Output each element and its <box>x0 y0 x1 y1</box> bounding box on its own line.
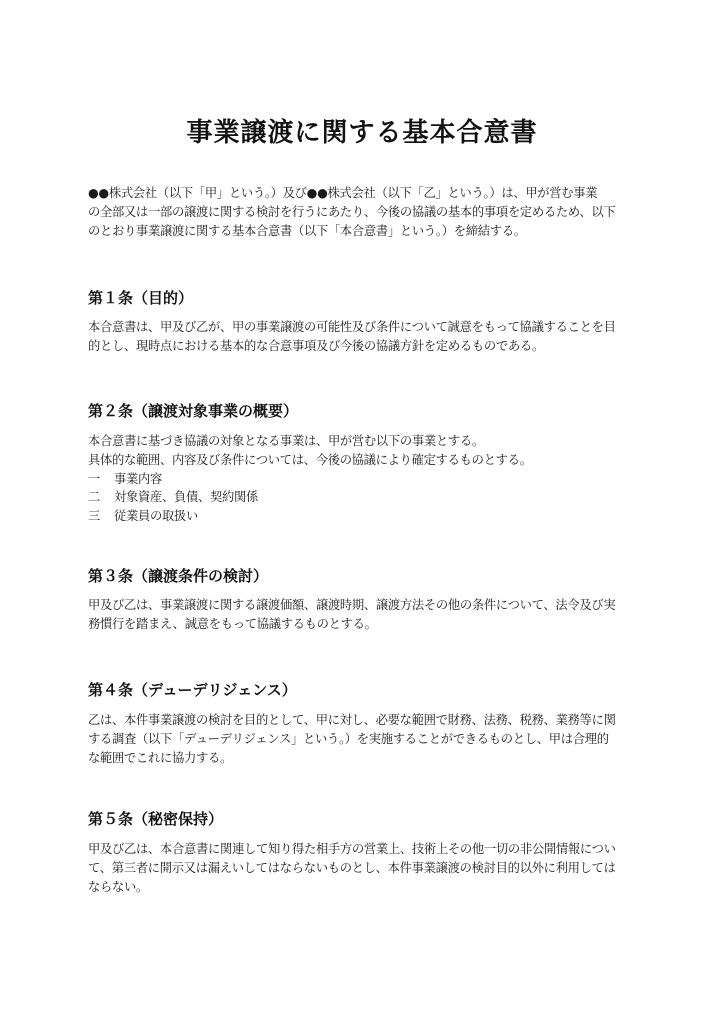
body-line: する調査（以下「デューデリジェンス」という。）を実施することができるものとし、甲は合理的 <box>88 731 609 746</box>
preamble-line: のとおり事業譲渡に関する基本合意書（以下「本合意書」という。）を締結する。 <box>88 223 526 238</box>
document-title: 事業譲渡に関する基本合意書 <box>186 118 538 148</box>
article-2-body <box>88 432 648 526</box>
list-text: 対象資産、負債、契約関係 <box>114 490 258 505</box>
list-number: 一 <box>88 471 100 486</box>
body-line: 甲及び乙は、本合意書に関連して知り得た相手方の営業上、技術上その他一切の非公開情報につい <box>88 842 616 856</box>
list-item <box>88 488 648 507</box>
article-2-heading: 第２条（譲渡対象事業の概要） <box>88 402 299 420</box>
article-3-heading: 第３条（譲渡条件の検討） <box>88 567 269 585</box>
body-line: 務慣行を踏まえ、誠意をもって協議するものとする。 <box>88 616 377 631</box>
article-1-body <box>88 318 648 356</box>
list-number: 二 <box>88 490 100 505</box>
list-item <box>88 470 648 489</box>
list-number: 三 <box>88 509 100 524</box>
preamble <box>88 184 648 240</box>
body-line: 乙は、本件事業譲渡の検討を目的として、甲に対し、必要な範囲で財務、法務、税務、業務等に関 <box>88 713 616 727</box>
article-5-body <box>88 840 648 896</box>
article-4-heading: 第４条（デューデリジェンス） <box>88 681 297 699</box>
body-line: 具体的な範囲、内容及び条件については、今後の協議により確定するものとする。 <box>88 452 532 467</box>
preamble-line: ●●株式会社（以下「甲」という。）及び●●株式会社（以下「乙」という。）は、甲が営む事業 <box>88 186 598 200</box>
body-line: 本合意書は、甲及び乙が、甲の事業譲渡の可能性及び条件について誠意をもって協議することを目 <box>88 320 616 334</box>
body-line: 的とし、現時点における基本的な合意事項及び今後の協議方針を定めるものである。 <box>88 338 544 353</box>
article-4-body <box>88 711 648 767</box>
list-item <box>88 507 648 526</box>
body-line: 甲及び乙は、事業譲渡に関する譲渡価額、譲渡時期、譲渡方法その他の条件について、法令及び実 <box>88 598 616 612</box>
article-3-body <box>88 596 648 634</box>
body-line: 本合意書に基づき協議の対象となる事業は、甲が営む以下の事業とする。 <box>88 434 484 448</box>
preamble-line: の全部又は一部の譲渡に関する検討を行うにあたり、今後の協議の基本的事項を定めるため、以下 <box>88 204 616 219</box>
article-5-heading: 第５条（秘密保持） <box>88 810 224 828</box>
list-text: 従業員の取扱い <box>114 509 198 524</box>
list-text: 事業内容 <box>114 471 162 486</box>
body-line: な範囲でこれに協力する。 <box>88 750 232 765</box>
body-line: ならない。 <box>88 879 148 894</box>
body-line: て、第三者に開示又は漏えいしてはならないものとし、本件事業譲渡の検討目的以外に利用しては <box>88 860 616 875</box>
article-1-heading: 第１条（目的） <box>88 289 194 307</box>
